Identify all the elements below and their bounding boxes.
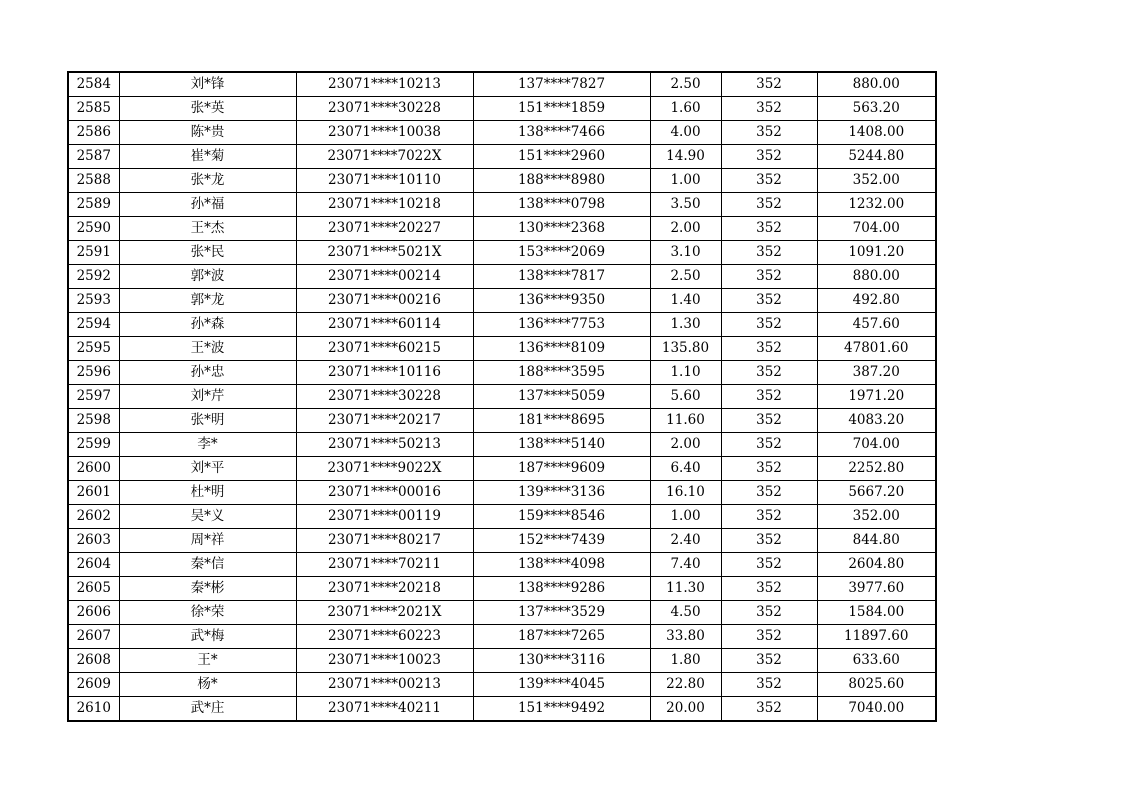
rate-cell: 352 [721,457,817,481]
amount-cell: 704.00 [817,433,936,457]
name-cell: 吴*义 [119,505,296,529]
area-cell: 135.80 [650,337,721,361]
rate-cell: 352 [721,697,817,722]
area-cell: 2.50 [650,265,721,289]
area-cell: 11.60 [650,409,721,433]
amount-cell: 492.80 [817,289,936,313]
row-number-cell: 2602 [68,505,119,529]
area-cell: 4.00 [650,121,721,145]
phone-cell: 138****7466 [473,121,650,145]
name-cell: 周*祥 [119,529,296,553]
phone-cell: 187****9609 [473,457,650,481]
id-number-cell: 23071****30228 [296,385,473,409]
amount-cell: 11897.60 [817,625,936,649]
table-row [68,145,936,169]
area-cell: 7.40 [650,553,721,577]
rate-cell: 352 [721,72,817,97]
name-cell: 秦*彬 [119,577,296,601]
area-cell: 3.50 [650,193,721,217]
name-cell: 杜*明 [119,481,296,505]
table-row [68,625,936,649]
area-cell: 2.50 [650,72,721,97]
area-cell: 33.80 [650,625,721,649]
phone-cell: 130****3116 [473,649,650,673]
id-number-cell: 23071****10218 [296,193,473,217]
id-number-cell: 23071****20218 [296,577,473,601]
id-number-cell: 23071****00016 [296,481,473,505]
amount-cell: 352.00 [817,169,936,193]
name-cell: 刘*芹 [119,385,296,409]
phone-cell: 137****7827 [473,72,650,97]
amount-cell: 880.00 [817,72,936,97]
row-number-cell: 2585 [68,97,119,121]
rate-cell: 352 [721,97,817,121]
table-row [68,385,936,409]
rate-cell: 352 [721,145,817,169]
table-row [68,673,936,697]
area-cell: 16.10 [650,481,721,505]
phone-cell: 138****0798 [473,193,650,217]
amount-cell: 457.60 [817,313,936,337]
phone-cell: 153****2069 [473,241,650,265]
amount-cell: 1091.20 [817,241,936,265]
id-number-cell: 23071****10023 [296,649,473,673]
phone-cell: 137****3529 [473,601,650,625]
rate-cell: 352 [721,169,817,193]
phone-cell: 187****7265 [473,625,650,649]
rate-cell: 352 [721,505,817,529]
phone-cell: 138****5140 [473,433,650,457]
rate-cell: 352 [721,313,817,337]
rate-cell: 352 [721,433,817,457]
phone-cell: 136****8109 [473,337,650,361]
name-cell: 李* [119,433,296,457]
amount-cell: 1971.20 [817,385,936,409]
row-number-cell: 2606 [68,601,119,625]
phone-cell: 139****4045 [473,673,650,697]
row-number-cell: 2586 [68,121,119,145]
amount-cell: 880.00 [817,265,936,289]
name-cell: 张*龙 [119,169,296,193]
area-cell: 1.80 [650,649,721,673]
phone-cell: 138****4098 [473,553,650,577]
table-row [68,433,936,457]
area-cell: 20.00 [650,697,721,722]
area-cell: 1.30 [650,313,721,337]
table-row [68,169,936,193]
table-row [68,217,936,241]
area-cell: 2.40 [650,529,721,553]
area-cell: 3.10 [650,241,721,265]
id-number-cell: 23071****2021X [296,601,473,625]
name-cell: 郭*龙 [119,289,296,313]
phone-cell: 151****2960 [473,145,650,169]
table-row [68,289,936,313]
amount-cell: 5667.20 [817,481,936,505]
id-number-cell: 23071****10116 [296,361,473,385]
name-cell: 陈*贵 [119,121,296,145]
amount-cell: 4083.20 [817,409,936,433]
name-cell: 孙*忠 [119,361,296,385]
rate-cell: 352 [721,361,817,385]
rate-cell: 352 [721,673,817,697]
row-number-cell: 2596 [68,361,119,385]
name-cell: 崔*菊 [119,145,296,169]
area-cell: 14.90 [650,145,721,169]
table-row [68,409,936,433]
row-number-cell: 2599 [68,433,119,457]
amount-cell: 352.00 [817,505,936,529]
table-body [68,72,936,721]
table-row [68,697,936,722]
table-row [68,337,936,361]
name-cell: 张*明 [119,409,296,433]
name-cell: 张*民 [119,241,296,265]
table-row [68,72,936,97]
id-number-cell: 23071****00213 [296,673,473,697]
id-number-cell: 23071****7022X [296,145,473,169]
rate-cell: 352 [721,481,817,505]
rate-cell: 352 [721,337,817,361]
id-number-cell: 23071****50213 [296,433,473,457]
phone-cell: 152****7439 [473,529,650,553]
amount-cell: 1408.00 [817,121,936,145]
area-cell: 1.40 [650,289,721,313]
area-cell: 2.00 [650,217,721,241]
rate-cell: 352 [721,121,817,145]
amount-cell: 7040.00 [817,697,936,722]
phone-cell: 138****9286 [473,577,650,601]
phone-cell: 181****8695 [473,409,650,433]
name-cell: 孙*森 [119,313,296,337]
table-row [68,649,936,673]
rate-cell: 352 [721,289,817,313]
name-cell: 秦*信 [119,553,296,577]
row-number-cell: 2605 [68,577,119,601]
area-cell: 11.30 [650,577,721,601]
row-number-cell: 2600 [68,457,119,481]
id-number-cell: 23071****9022X [296,457,473,481]
row-number-cell: 2588 [68,169,119,193]
amount-cell: 563.20 [817,97,936,121]
name-cell: 王*波 [119,337,296,361]
area-cell: 1.10 [650,361,721,385]
area-cell: 5.60 [650,385,721,409]
id-number-cell: 23071****10213 [296,72,473,97]
name-cell: 徐*荣 [119,601,296,625]
amount-cell: 704.00 [817,217,936,241]
id-number-cell: 23071****5021X [296,241,473,265]
rate-cell: 352 [721,601,817,625]
amount-cell: 633.60 [817,649,936,673]
name-cell: 刘*平 [119,457,296,481]
row-number-cell: 2593 [68,289,119,313]
amount-cell: 844.80 [817,529,936,553]
phone-cell: 151****1859 [473,97,650,121]
row-number-cell: 2597 [68,385,119,409]
id-number-cell: 23071****60215 [296,337,473,361]
area-cell: 4.50 [650,601,721,625]
id-number-cell: 23071****80217 [296,529,473,553]
id-number-cell: 23071****60223 [296,625,473,649]
amount-cell: 387.20 [817,361,936,385]
rate-cell: 352 [721,625,817,649]
id-number-cell: 23071****30228 [296,97,473,121]
phone-cell: 130****2368 [473,217,650,241]
phone-cell: 137****5059 [473,385,650,409]
phone-cell: 138****7817 [473,265,650,289]
table-row [68,529,936,553]
id-number-cell: 23071****70211 [296,553,473,577]
name-cell: 孙*福 [119,193,296,217]
amount-cell: 1232.00 [817,193,936,217]
name-cell: 王*杰 [119,217,296,241]
row-number-cell: 2598 [68,409,119,433]
id-number-cell: 23071****10110 [296,169,473,193]
phone-cell: 151****9492 [473,697,650,722]
phone-cell: 159****8546 [473,505,650,529]
table-row [68,601,936,625]
table-row [68,577,936,601]
row-number-cell: 2591 [68,241,119,265]
id-number-cell: 23071****20217 [296,409,473,433]
amount-cell: 3977.60 [817,577,936,601]
name-cell: 郭*波 [119,265,296,289]
id-number-cell: 23071****40211 [296,697,473,722]
table-row [68,457,936,481]
table-row [68,97,936,121]
amount-cell: 1584.00 [817,601,936,625]
rate-cell: 352 [721,193,817,217]
name-cell: 武*梅 [119,625,296,649]
amount-cell: 2604.80 [817,553,936,577]
id-number-cell: 23071****00216 [296,289,473,313]
row-number-cell: 2601 [68,481,119,505]
rate-cell: 352 [721,649,817,673]
row-number-cell: 2608 [68,649,119,673]
name-cell: 王* [119,649,296,673]
rate-cell: 352 [721,553,817,577]
table-row [68,193,936,217]
id-number-cell: 23071****10038 [296,121,473,145]
id-number-cell: 23071****00119 [296,505,473,529]
rate-cell: 352 [721,265,817,289]
rate-cell: 352 [721,577,817,601]
row-number-cell: 2604 [68,553,119,577]
name-cell: 杨* [119,673,296,697]
amount-cell: 8025.60 [817,673,936,697]
rate-cell: 352 [721,217,817,241]
name-cell: 刘*锋 [119,72,296,97]
row-number-cell: 2595 [68,337,119,361]
id-number-cell: 23071****00214 [296,265,473,289]
phone-cell: 136****7753 [473,313,650,337]
row-number-cell: 2607 [68,625,119,649]
amount-cell: 2252.80 [817,457,936,481]
rate-cell: 352 [721,241,817,265]
phone-cell: 188****3595 [473,361,650,385]
table-row [68,481,936,505]
amount-cell: 47801.60 [817,337,936,361]
table-row [68,313,936,337]
row-number-cell: 2609 [68,673,119,697]
phone-cell: 136****9350 [473,289,650,313]
table-row [68,265,936,289]
id-number-cell: 23071****60114 [296,313,473,337]
rate-cell: 352 [721,385,817,409]
amount-cell: 5244.80 [817,145,936,169]
row-number-cell: 2592 [68,265,119,289]
area-cell: 1.00 [650,169,721,193]
row-number-cell: 2594 [68,313,119,337]
table-row [68,505,936,529]
row-number-cell: 2603 [68,529,119,553]
row-number-cell: 2584 [68,72,119,97]
table-row [68,361,936,385]
area-cell: 1.00 [650,505,721,529]
table-row [68,121,936,145]
table-row [68,241,936,265]
data-table [67,71,937,722]
id-number-cell: 23071****20227 [296,217,473,241]
rate-cell: 352 [721,409,817,433]
phone-cell: 139****3136 [473,481,650,505]
name-cell: 张*英 [119,97,296,121]
name-cell: 武*庄 [119,697,296,722]
row-number-cell: 2610 [68,697,119,722]
phone-cell: 188****8980 [473,169,650,193]
area-cell: 2.00 [650,433,721,457]
area-cell: 6.40 [650,457,721,481]
rate-cell: 352 [721,529,817,553]
row-number-cell: 2587 [68,145,119,169]
area-cell: 22.80 [650,673,721,697]
row-number-cell: 2589 [68,193,119,217]
area-cell: 1.60 [650,97,721,121]
table-row [68,553,936,577]
row-number-cell: 2590 [68,217,119,241]
